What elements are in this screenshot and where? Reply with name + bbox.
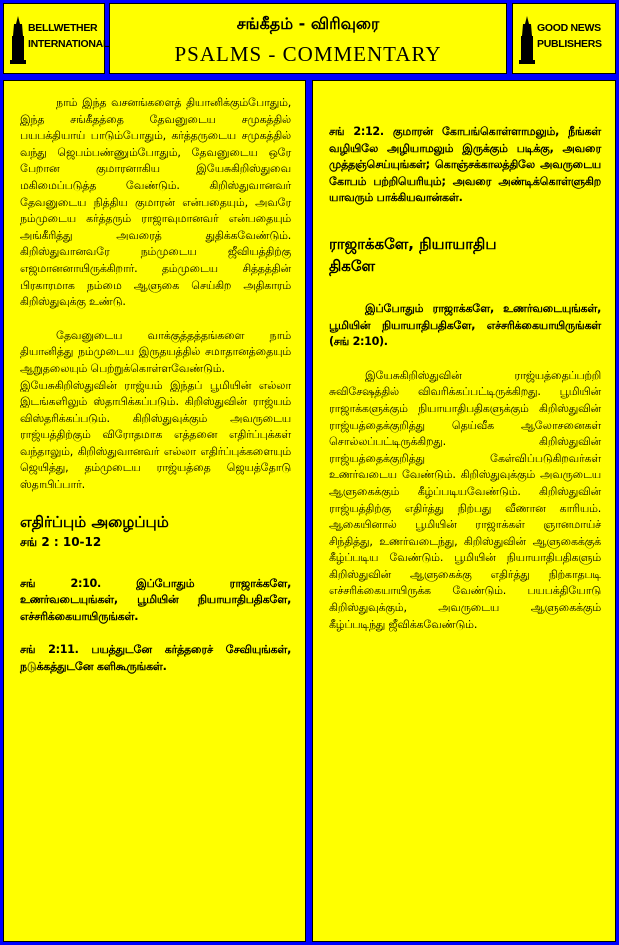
publisher-left-line2: INTERNATIONAL: [28, 38, 110, 50]
paragraph-kingdom: இயேசுகிறிஸ்துவின் ராஜ்யம் இந்தப் பூமியின் எல்லா இடங்களிலும் ஸ்தாபிக்கப்படும். கிறிஸ்துவின் ராஜ்யம் விஸ்தரிக்கப்படும். கிறிஸ்துவுக்கும் அவருடைய ராஜ்யத்திற்கும் விரோதமாக எத்தனை எதிர்ப்புக்கள் வந்தாலும், கிறிஸ்துவானவர் எல்லா எதிர்ப்புக்களையும் ஜெயித்து, தம்முடைய ராஜ்யத்தை ஜெயத்தோடு ஸ்தாபிப்பார்.: [20, 378, 291, 492]
verse-2-12: சங் 2:12. குமாரன் கோபங்கொள்ளாமலும், நீங்கள் வழியிலே அழியாமலும் இருக்கும் படிக்கு, அவரை முத்தஞ்செய்யுங்கள்; கொஞ்சக்காலத்திலே அவருடைய கோபம் பற்றியெரியும்; அவரை அண்டிக்கொள்ளுகிற யாவரும் பாக்கியவான்கள்.: [329, 125, 601, 205]
publisher-right-line2: PUBLISHERS: [537, 38, 602, 50]
verse-2-11: சங் 2:11. பயத்துடனே கர்த்தரைச் சேவியுங்கள், நடுக்கத்துடனே களிகூருங்கள்.: [20, 643, 291, 674]
section-reference: சங் 2 : 10-12: [20, 534, 102, 549]
paragraph-promises: தேவனுடைய வாக்குத்தத்தங்களை நாம் தியானித்து நம்முடைய இருதயத்தில் சமாதானத்தையும் ஆறுதலையும் பெற்றுக்கொள்ளவேண்டும்.: [20, 328, 291, 375]
title-english: PSALMS - COMMENTARY: [174, 42, 442, 66]
paragraph-intro: நாம் இந்த வசனங்களைத் தியானிக்கும்போதும், இந்த சங்கீதத்தை தேவனுடைய சமுகத்தில் பயபக்தியாய் பாடும்போதும், கர்த்தருடைய சமுகத்தில் வந்து ஜெபம்பண்ணும்போதும், தேவனுடைய ஒரே பேறான குமாரனாகிய இயேசுகிறிஸ்துவை மகிமைப்படுத்த வேண்டும். கிறிஸ்துவானவர் தேவனுடைய நித்திய குமாரன் என்பதையும், அவரே நம்முடைய கர்த்தரும் ராஜாவுமானவர் என்பதையும் அங்கீரித்து அவரைத் துதிக்கவேண்டும். கிறிஸ்துவானவரே நம்முடைய ஜீவியத்திற்கு எஜமானனாயிருக்கிறார். தம்முடைய சித்தத்தின் பிரகாரமாக நம்மை ஆளுகை செய்கிற அதிகாரம் கிறிஸ்துவுக்கு உண்டு.: [20, 96, 291, 309]
section-heading: எதிர்ப்பும் அழைப்பும்: [20, 512, 169, 531]
right-column: [312, 80, 616, 942]
title-tamil: சங்கீதம் - விரிவுரை: [236, 14, 380, 33]
verse-2-10: சங் 2:10. இப்போதும் ராஜாக்களே, உணர்வடையுங்கள், பூமியின் நியாயாதிபதிகளே, எச்சரிக்கையாயிருங்கள்.: [20, 576, 291, 623]
left-column: [3, 80, 306, 942]
quote-verse: இப்போதும் ராஜாக்களே, உணர்வடையுங்கள், பூமியின் நியாயாதிபதிகளே, எச்சரிக்கையாயிருங்கள் (சங் 2:10).: [329, 301, 601, 349]
bellwether-logo: [3, 3, 110, 74]
bellwether-logo-icon: [10, 14, 26, 64]
publisher-right-line1: GOOD NEWS: [537, 22, 601, 34]
section-heading-kings: ராஜாக்களே, நியாயாதிப திகளே: [329, 234, 497, 275]
good-news-logo-icon: [519, 14, 535, 64]
good-news-logo: [512, 3, 616, 74]
publisher-left-line1: BELLWETHER: [28, 22, 98, 34]
page-header: [109, 3, 507, 74]
paragraph-kingdom-counsel: இயேசுகிறிஸ்துவின் ராஜ்யத்தைப்பற்றி சுவிசேஷத்தில் விவரிக்கப்பட்டிருக்கிறது. பூமியின் ராஜாக்களுக்கும் நியாயாதிபதிகளுக்கும் கிறிஸ்துவின் ராஜ்யத்தைக்குறித்து தெய்வீக ஆலோசனைகள் சொல்லப்பட்டிருக்கிறது. கிறிஸ்துவின் ராஜ்யத்தைக்குறித்து கேள்விப்படுகிறவர்கள் உணர்வடைய வேண்டும். கிறிஸ்துவுக்கும் அவருடைய ஆளுகைக்கும் கீழ்ப்படியவேண்டும். கிறிஸ்துவின் ராஜ்யத்திற்கு எதிர்த்து நிற்பது வீணான காரியம். ஆகையினால் பூமியின் ராஜாக்கள் ஞானமாய்ச் சிந்தித்து, உணர்வடைந்து, கிறிஸ்துவின் ஆளுகைக்குக் கீழ்ப்படிய வேண்டும். பூமியின் நியாயாதிபதிகளும் கிறிஸ்துவின் ஆளுகைக்கு எதிர்த்து நிற்காதபடி எச்சரிக்கையாயிருக்க வேண்டும். பயபக்தியோடு கிறிஸ்துவுக்கும், அவருடைய ஆளுகைக்கும் கீழ்ப்படிந்து ஜீவிக்கவேண்டும்.: [329, 368, 601, 631]
